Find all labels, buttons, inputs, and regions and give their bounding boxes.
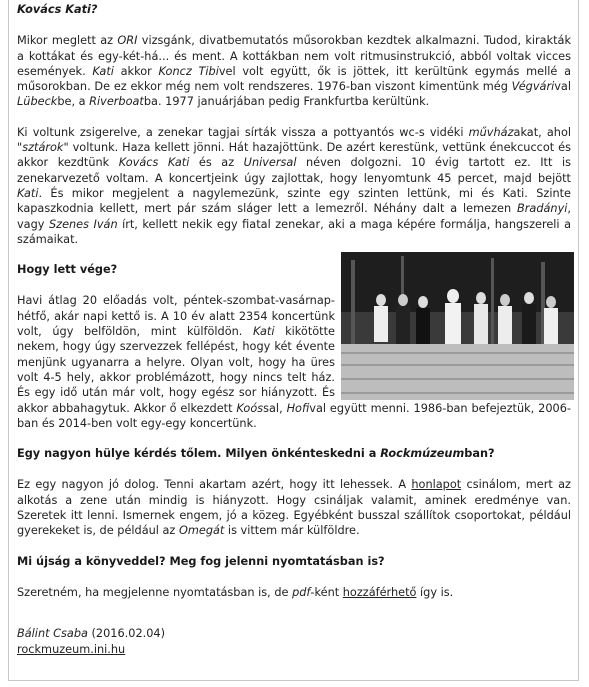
text-run: csinálom, mert az alkotás a zene után mindig is hiányzott. Hogy csináljak valamit, aminek eredménye van. Szeretek itt lenni. Ismernek engem, jó a közeg. Egyébként busszal szállítok csoportokat, például gyerekeket is, de például az — [17, 478, 571, 538]
author-name: Bálint Csaba — [17, 627, 88, 641]
text-run: néven dolgozni. 10 évig tartott ez. Itt is zenekarvezető voltam. A koncertjeink úgy zajlottak, hogy lenyomtunk 45 percet, majd bejött — [17, 156, 571, 185]
emphasis: Kovács Kati — [118, 156, 190, 170]
paragraph — [17, 585, 571, 600]
emphasis: Végvári — [511, 80, 555, 94]
emphasis: pdf — [292, 585, 311, 599]
text-run: Szeretném, ha megjelenne nyomtatásban is, de — [17, 585, 293, 599]
section-heading-kovacs-kati: Kovács Kati? — [17, 3, 98, 16]
text-run: Ki voltunk zsigerelve, a zenekar tagjai sírták vissza a pottyantós wc-s vidéki — [17, 125, 469, 139]
text-run: Mikor meglett az — [17, 34, 118, 48]
paragraph — [17, 33, 571, 109]
text-run: . És mikor megjelent a nagylemezünk, szinte egy szinten lettünk, mi és Kati. Szinte kapaszkodnia kellett, mert pár szám sláger lett a lemezről. Néhány dalt a lemezen — [17, 186, 571, 216]
section-heading-konyv: Mi újság a könyveddel? Meg fog jelenni nyomtatásban is? — [17, 554, 385, 568]
emphasis: ORI — [117, 34, 138, 48]
text-run: Havi átlag 20 előadás volt, péntek-szombat-vasárnap-hétfő, akár napi kettő is. A 10 év alatt 2354 koncertünk volt, úgy belföldön, mint külföldön. — [17, 294, 335, 339]
emphasis: művház — [468, 125, 514, 139]
emphasis: Universal — [243, 156, 297, 170]
emphasis: Lübeck — [17, 95, 58, 109]
paragraph — [17, 477, 571, 538]
emphasis: Rockmúzeum — [380, 447, 465, 461]
text-run: és az — [189, 156, 244, 170]
emphasis: Koós — [236, 401, 264, 415]
signature — [17, 626, 571, 657]
text-run: akat, ahol — [513, 125, 572, 139]
section-heading-hogy-lett-vege: Hogy lett vége? — [17, 263, 118, 277]
text-run: -ként — [310, 585, 343, 599]
text-run: írt, kellett nekik egy fiatal zenekar, aki a maga képére formálja, hangszereli a számaikat. — [17, 217, 571, 246]
emphasis: Kati — [17, 186, 39, 200]
text-run: is vittem már külföldre. — [224, 524, 360, 538]
text-run: sal, — [263, 401, 287, 415]
article — [8, 0, 579, 681]
emphasis: Koncz Tibi — [158, 64, 219, 78]
emphasis: Riverboat — [89, 95, 144, 109]
text-run: val — [554, 80, 571, 94]
emphasis: Kati — [92, 64, 114, 78]
band-photo — [341, 252, 574, 400]
text-run: be, a — [57, 95, 90, 109]
site-link[interactable]: rockmuzeum.ini.hu — [17, 642, 126, 656]
text-run: ban? — [464, 447, 495, 461]
text-run: így is. — [416, 585, 454, 599]
paragraph — [17, 125, 571, 247]
emphasis: Bradányi — [517, 202, 568, 216]
emphasis: Omegát — [178, 524, 225, 538]
text-run: val együtt menni. 1986-ban befejeztük, 2006-ban és 2014-ben volt egy-egy koncertünk. — [17, 401, 571, 430]
text-run: , vagy — [17, 202, 571, 231]
emphasis: "sztárok" — [17, 141, 69, 155]
text-run: Egy nagyon hülye kérdés tőlem. Milyen önkénteskedni a — [17, 447, 381, 461]
text-run: akkor — [113, 64, 159, 78]
text-run: kikötötte nekem, hogy úgy szervezzek fellépést, hogy két évente menjünk ugyanarra a helyre. Olyan volt, hogy ha üres volt 4-5 hely, akkor problémázott, hogy nincs telt ház. És egy idő után már volt, hogy egész sor hiányzott. És akkor abbahagytuk. Akkor ő elkezdett — [17, 325, 335, 415]
text-run: Ez egy nagyon jó dolog. Tenni akartam azért, hogy itt lehessek. A — [17, 478, 412, 492]
emphasis: Szenes Iván — [48, 217, 118, 231]
text-run: vel volt együtt, ők is jöttek, itt kerültünk egymás mellé a műsorokban. De ez ekkor még nem volt rendszeres. 1976-ban viszont kimentünk még — [17, 64, 571, 94]
date: (2016.02.04) — [87, 627, 166, 641]
inline-link[interactable]: hozzáférhető — [342, 585, 417, 599]
inline-link[interactable]: honlapot — [411, 478, 462, 492]
text-run: voltunk. Haza kellett jönni. Hát hazajöttünk. De azért kerestünk, vettünk énekcuccot és akkor kezdtünk — [17, 141, 571, 170]
emphasis: Hofi — [286, 401, 310, 415]
emphasis: Kati — [253, 325, 275, 339]
section-heading-rockmuzeum — [17, 446, 571, 461]
text-run: vizsgánk, divatbemutatós műsorokban kezdtek alkalmazni. Tudod, kirakták a kottákat és egy-két-há... és ment. A kottákban nem volt ritmusinstrukció, abból voltak vicces események. — [17, 34, 572, 78]
text-run: ba. 1977 januárjában pedig Frankfurtba kerültünk. — [143, 95, 430, 109]
